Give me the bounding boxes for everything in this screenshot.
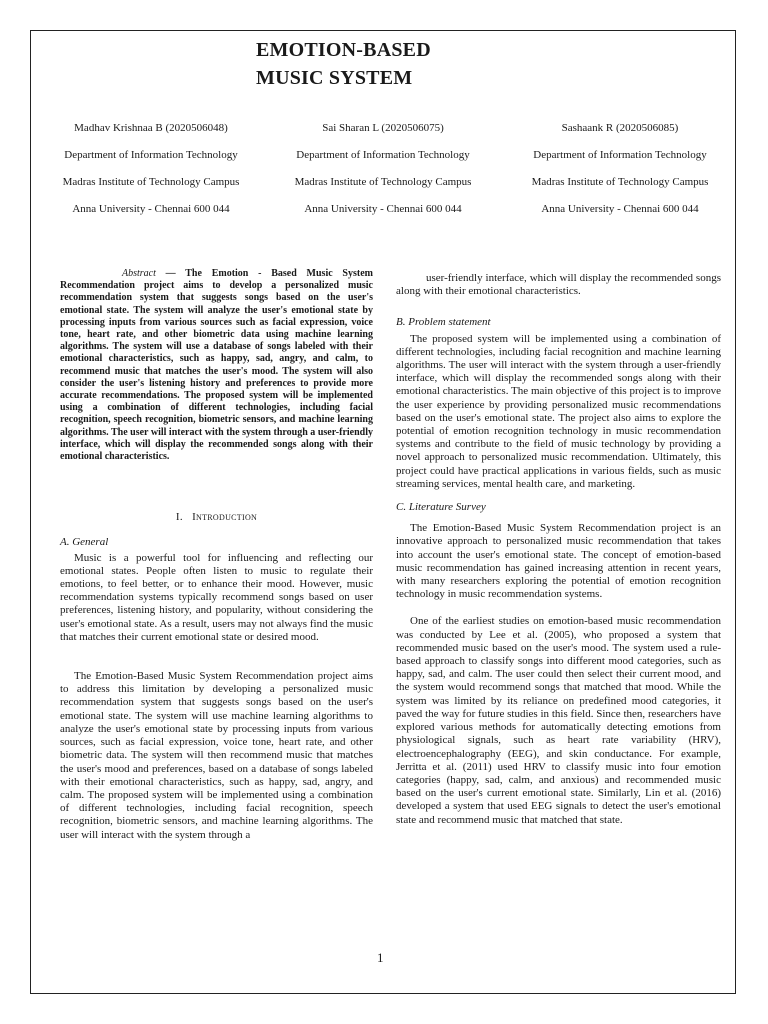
paper-title xyxy=(256,36,676,92)
general-paragraph-1: Music is a powerful tool for influencing and reflecting our emotional states. People often listen to music to regulate their emotions, to feel better, or to enhance their mood. However, music recommendation systems typically recommend songs based on user preferences, listening history, and popularity, without considering the user's emotional state. As a result, users may not always find the music that matches their current emotional state or desired mood. xyxy=(60,551,373,643)
problem-paragraph: The proposed system will be implemented using a combination of different technologies, including facial recognition and machine learning algorithms. The user will interact with the system through a user-friendly interface, which will display the recommended songs along with their emotional characteristics. The main objective of this project is to improve the user experience by providing personalized music recommendations based on the user's emotional state. The project also aims to explore the potential of emotion recognition technology in music recommendation systems and contribute to the field of music technology by providing a novel approach to personalized music recommendation. Ultimately, this project could have practical applications in various fields, such as music streaming services, mental health care, and marketing. xyxy=(396,332,721,490)
author-name: Sashaank R (2020506085) xyxy=(561,122,679,134)
section-title-rest: ntroduction xyxy=(196,511,258,524)
literature-paragraph-1: The Emotion-Based Music System Recommendation project is an innovative approach to personalized music recommendation that takes into account the user's emotional state. The concept of emotion-based music recommendation has gained increasing attention in recent years, with many researchers exploring the potential of emotion recognition technology in music recommendation systems. xyxy=(396,522,721,601)
author-block-3 xyxy=(500,122,740,230)
author-name: Madhav Krishnaa B (2020506048) xyxy=(74,122,228,134)
section-number: I. xyxy=(175,511,183,524)
author-university: Anna University - Chennai 600 044 xyxy=(304,203,462,215)
general-paragraph-2: The Emotion-Based Music System Recommendation project aims to address this limitation by developing a personalized music recommendation system that suggests songs based on the user's emotional state. The system will use machine learning algorithms to analyze the user's emotional state by processing inputs from various sources, such as facial expression, voice tone, heart rate, and other biometric data. The system will then recommend music that matches the user's mood and preferences, based on a database of songs labeled with their emotional characteristics, such as happy, sad, angry, and calm. The proposed system will be implemented using a combination of different technologies, including facial recognition, speech recognition, biometric sensors, and machine learning algorithms. The user will interact with the system through a xyxy=(60,670,373,841)
author-name: Sai Sharan L (2020506075) xyxy=(322,122,444,134)
author-university: Anna University - Chennai 600 044 xyxy=(72,203,230,215)
abstract-label: Abstract xyxy=(122,268,156,279)
author-department: Department of Information Technology xyxy=(64,149,238,161)
author-block-1 xyxy=(31,122,271,230)
title-line-2: MUSIC SYSTEM xyxy=(256,67,413,89)
left-column xyxy=(60,268,373,842)
author-university: Anna University - Chennai 600 044 xyxy=(541,203,699,215)
subsection-heading-literature: C. Literature Survey xyxy=(396,501,486,514)
continuation-paragraph: user-friendly interface, which will display the recommended songs along with their emotional characteristics. xyxy=(396,272,721,298)
section-title-initial: I xyxy=(192,511,197,524)
literature-paragraph-2: One of the earliest studies on emotion-based music recommendation was conducted by Lee et al. (2005), who proposed a system that recommended music based on the user's mood. The system used a rule-based approach to classify songs into different mood categories, such as happy, sad, and calm. The user could then select their current mood, and the system would recommend songs that matched that mood. While the system was limited by its reliance on predefined mood categories, it paved the way for future studies in this field. Since then, researchers have explored various methods for automatically detecting emotions from physiological signals, such as heart rate variability (HRV), electroencephalography (EEG), and skin conductance. For example, Jerritta et al. (2011) used HRV to classify music into four emotion categories (happy, sad, calm, and anxious) and recommended music based on the user's current emotional state. Similarly, Lin et al. (2016) developed a system that used EEG signals to detect the user's emotional state and recommend music that matched that state. xyxy=(396,615,721,826)
author-campus: Madras Institute of Technology Campus xyxy=(62,176,240,188)
author-block-2 xyxy=(263,122,503,230)
abstract-text: The Emotion - Based Music System Recommendation project aims to develop a personalized music recommendation system that suggests songs based on the user's emotional state. The system will analyze the user's emotional state by processing inputs from various sources such as facial expression, voice tone, heart rate, and other biometric data using machine learning algorithms. The system will use a database of songs labeled with their emotional characteristics, such as happy, sad, angry, and calm, to recommend music that matches the user's mood. The system will also consider the user's listening history and preferences to provide more accurate recommendations. The proposed system will be implemented using a combination of different technologies, including facial recognition, speech recognition, biometric sensors, and machine learning algorithms. The user will interact with the system through a user-friendly interface, which will display the recommended songs along with their emotional characteristics. xyxy=(60,268,373,463)
right-column xyxy=(396,272,721,827)
subsection-heading-problem: B. Problem statement xyxy=(396,316,491,329)
subsection-heading-general: A. General xyxy=(60,536,109,549)
abstract-dash: — xyxy=(155,268,186,279)
author-department: Department of Information Technology xyxy=(296,149,470,161)
author-department: Department of Information Technology xyxy=(533,149,707,161)
author-campus: Madras Institute of Technology Campus xyxy=(531,176,709,188)
title-line-1: EMOTION-BASED xyxy=(256,39,431,61)
author-campus: Madras Institute of Technology Campus xyxy=(294,176,472,188)
abstract xyxy=(60,268,373,463)
section-heading-introduction xyxy=(60,511,373,524)
page-number: 1 xyxy=(377,950,384,965)
